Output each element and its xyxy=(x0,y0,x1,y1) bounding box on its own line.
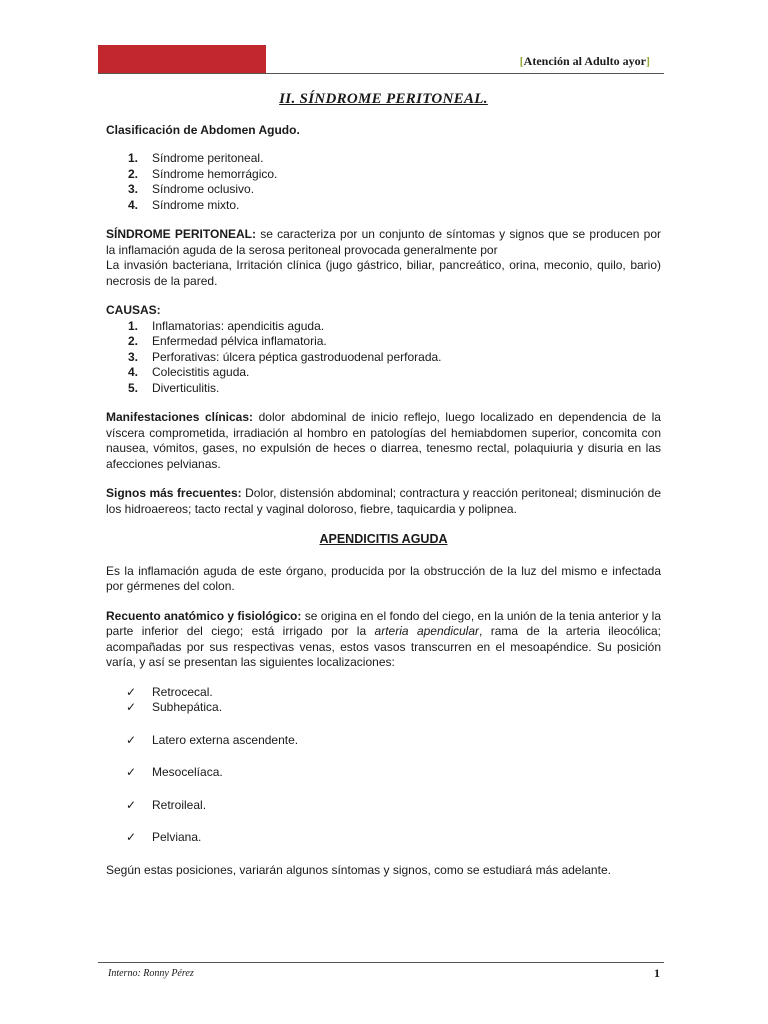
checkmark-icon: ✓ xyxy=(126,765,137,779)
list-item: 1. Inflamatorias: apendicitis aguda. xyxy=(128,318,325,333)
definition-paragraph: SÍNDROME PERITONEAL: se caracteriza por un conjunto de síntomas y signos que se producen por la inflamación aguda de la serosa peritoneal provocada generalmente por xyxy=(106,227,662,257)
checkmark-icon: ✓ xyxy=(126,684,137,699)
list-item: 2. Enfermedad pélvica inflamatoria. xyxy=(128,334,327,348)
checkmark-icon: ✓ xyxy=(126,830,137,844)
closing-paragraph: Según estas posiciones, variarán algunos síntomas y signos, como se estudiará más adelante. xyxy=(106,862,611,877)
list-item: 3. Perforativas: úlcera péptica gastroduodenal perforada. xyxy=(128,349,442,364)
list-item: ✓ Latero externa ascendente. xyxy=(126,732,299,747)
classification-list xyxy=(106,151,661,213)
definition-paragraph-2: La invasión bacteriana, Irritación clínica (jugo gástrico, biliar, pancreático, orina, meconio, quilo, bario) necrosis de la pared. xyxy=(106,258,661,288)
list-item: ✓ Subhepática. xyxy=(126,700,223,714)
header-title-text: Atención al Adulto ayor xyxy=(523,54,646,68)
anatomy-paragraph: Recuento anatómico y fisiológico: se origina en el fondo del ciego, en la unión de la tenia anterior y la parte inferior del ciego; está irrigado por la arteria apendicular, rama de la arteria ileocólica; acompañadas por sus respectivas venas, estos vasos transcurren en el mesoapéndice. Su posición varía, y así se presentan las siguientes localizaciones: xyxy=(106,608,662,669)
checkmark-icon: ✓ xyxy=(126,700,137,714)
list-item: 3. Síndrome oclusivo. xyxy=(128,182,255,196)
list-item: ✓ Retroileal. xyxy=(126,797,207,812)
list-item: 1. Síndrome peritoneal. xyxy=(128,151,264,165)
signs-paragraph: Signos más frecuentes: Dolor, distensión abdominal; contractura y reacción peritoneal; disminución de los hidroaereos; tacto rectal y vaginal doloroso, fiebre, taquicardia y polipnea. xyxy=(106,486,662,516)
list-item: 5. Diverticulitis. xyxy=(128,380,220,395)
list-item: ✓ Mesocelíaca. xyxy=(126,765,223,779)
page-content xyxy=(106,92,661,878)
locations-list xyxy=(106,685,661,846)
causes-list xyxy=(106,319,661,397)
causes-heading: CAUSAS: xyxy=(106,303,161,317)
footer-rule xyxy=(98,962,664,963)
header-title xyxy=(520,54,650,69)
list-item: ✓ Retrocecal. xyxy=(126,684,213,699)
list-item: 2. Síndrome hemorrágico. xyxy=(128,166,278,181)
manifestations-paragraph: Manifestaciones clínicas: dolor abdominal de inicio reflejo, luego localizado en dependencia de la víscera comprometida, irradiación al hombro en patologías del hemiabdomen superior, concomita con nausea, vómitos, gases, no expulsión de heces o diarrea, tenesmo rectal, polaquiuria y disuria en las afecciones pelvianas. xyxy=(106,410,661,471)
appendicitis-intro: Es la inflamación aguda de este órgano, producida por la obstrucción de la luz del mismo e infectada por gérmenes del colon. xyxy=(106,563,661,593)
header-rule xyxy=(98,73,664,74)
appendicitis-heading: APENDICITIS AGUDA xyxy=(319,532,448,546)
classification-heading: Clasificación de Abdomen Agudo. xyxy=(106,122,300,137)
list-item: 4. Colecistitis aguda. xyxy=(128,365,250,379)
bracket-close: ] xyxy=(646,54,650,68)
list-item: ✓ Pelviana. xyxy=(126,830,202,844)
list-item: 4. Síndrome mixto. xyxy=(128,197,240,212)
page-number: 1 xyxy=(654,966,660,980)
page-title: II. SÍNDROME PERITONEAL. xyxy=(279,91,488,107)
header-color-bar xyxy=(98,45,266,73)
checkmark-icon: ✓ xyxy=(126,797,137,812)
checkmark-icon: ✓ xyxy=(126,732,137,747)
bracket-open: [ xyxy=(519,54,524,68)
footer-author: Interno: Ronny Pérez xyxy=(108,968,194,979)
